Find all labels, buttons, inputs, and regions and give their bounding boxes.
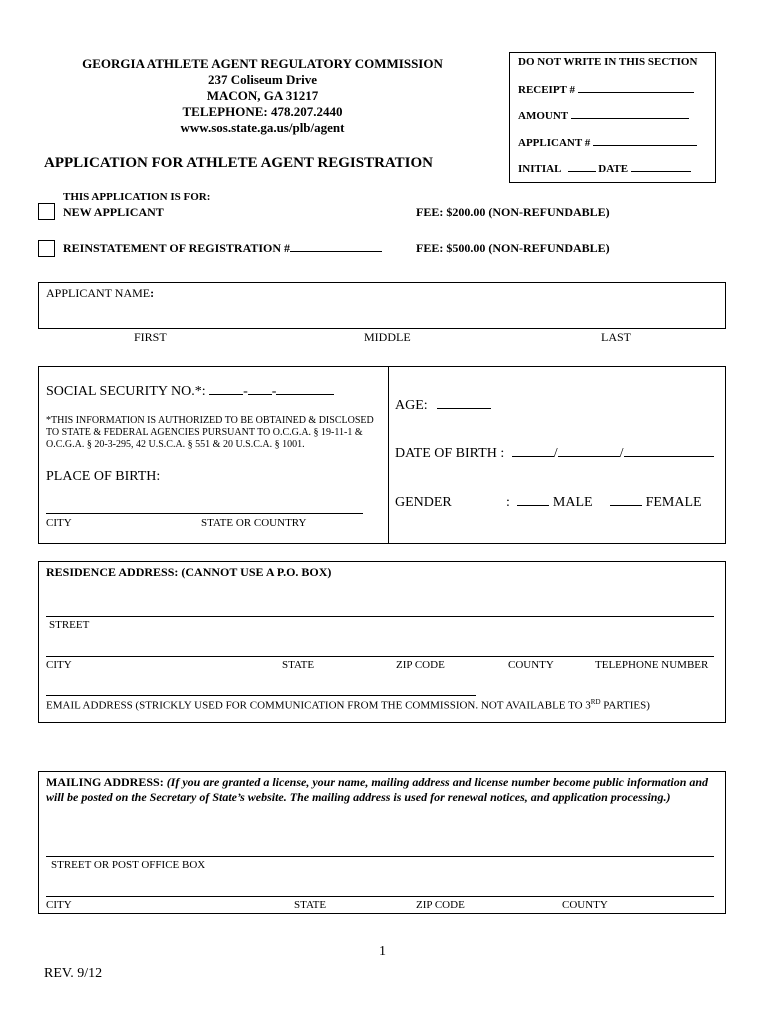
page-number: 1 bbox=[379, 944, 386, 959]
agency-website: www.sos.state.ga.us/plb/agent bbox=[180, 120, 345, 135]
revision-label: REV. 9/12 bbox=[44, 966, 103, 981]
pob-city-caption: CITY bbox=[46, 517, 72, 529]
applicant-name-label: APPLICANT NAME bbox=[46, 286, 151, 300]
residence-phone-caption: TELEPHONE NUMBER bbox=[595, 659, 709, 671]
mailing-street-line[interactable] bbox=[46, 856, 714, 857]
new-applicant-checkbox[interactable] bbox=[38, 203, 55, 220]
initial-date-field[interactable] bbox=[518, 163, 691, 175]
place-of-birth-label: PLACE OF BIRTH: bbox=[46, 469, 161, 484]
residence-zip-caption: ZIP CODE bbox=[396, 659, 445, 671]
applicant-number-field[interactable] bbox=[518, 137, 697, 149]
residence-state-caption: STATE bbox=[282, 659, 315, 671]
place-of-birth-line[interactable] bbox=[46, 513, 363, 514]
agency-street: 237 Coliseum Drive bbox=[207, 72, 318, 87]
pob-state-caption: STATE OR COUNTRY bbox=[201, 517, 307, 529]
agency-telephone: TELEPHONE: 478.207.2440 bbox=[182, 104, 343, 119]
email-caption-sup: RD bbox=[590, 698, 601, 706]
age-label: AGE: bbox=[395, 398, 428, 413]
mailing-title: MAILING ADDRESS: bbox=[46, 775, 164, 789]
dob-field[interactable]: DATE OF BIRTH : / / bbox=[395, 446, 714, 462]
reinstatement-fee: FEE: $500.00 (NON-REFUNDABLE) bbox=[416, 241, 610, 255]
ssn-disclosure-note: *THIS INFORMATION IS AUTHORIZED TO BE OBTAINED & DISCLOSED TO STATE & FEDERAL AGENCIES PURSUANT TO O.C.G.A. § 19-11-1 & O.C.G.A. § 20-3-295, 42 U.S.C.A. § 551 & 20 U.S.C.A. § 1001. bbox=[46, 415, 374, 450]
female-label: FEMALE bbox=[645, 495, 702, 510]
office-use-box bbox=[509, 52, 716, 183]
mailing-city-line[interactable] bbox=[46, 896, 714, 897]
male-label: MALE bbox=[552, 495, 593, 510]
mailing-county-caption: COUNTY bbox=[562, 899, 608, 911]
ssn-label: SOCIAL SECURITY NO.*: bbox=[46, 384, 206, 399]
amount-field[interactable] bbox=[518, 110, 689, 122]
form-title: APPLICATION FOR ATHLETE AGENT REGISTRATION bbox=[44, 155, 433, 171]
reinstatement-field[interactable] bbox=[63, 241, 382, 256]
age-field[interactable] bbox=[395, 398, 491, 414]
personal-info-box bbox=[38, 366, 726, 544]
mailing-note: (If you are granted a license, your name, mailing address and license number become public information and will be posted on the Secretary of State’s website. The mailing address is used for renewal notices, and application processing.) bbox=[46, 775, 709, 804]
mailing-zip-caption: ZIP CODE bbox=[416, 899, 465, 911]
mailing-text bbox=[46, 775, 722, 805]
mailing-street-caption: STREET OR POST OFFICE BOX bbox=[51, 859, 206, 871]
applicant-name-colon: : bbox=[150, 286, 155, 300]
residence-street-line[interactable] bbox=[46, 616, 714, 617]
application-type-heading: THIS APPLICATION IS FOR: bbox=[63, 191, 211, 203]
initial-label: INITIAL bbox=[518, 163, 561, 175]
mailing-state-caption: STATE bbox=[294, 899, 327, 911]
personal-divider bbox=[388, 367, 389, 543]
email-caption bbox=[46, 698, 650, 712]
gender-label: GENDER bbox=[395, 495, 452, 510]
dob-label: DATE OF BIRTH : bbox=[395, 446, 505, 461]
reinstatement-label: REINSTATEMENT OF REGISTRATION # bbox=[63, 241, 291, 255]
ssn-field[interactable]: SOCIAL SECURITY NO.*: - - bbox=[46, 384, 334, 400]
residence-county-caption: COUNTY bbox=[508, 659, 554, 671]
receipt-field[interactable] bbox=[518, 84, 694, 96]
agency-name: GEORGIA ATHLETE AGENT REGULATORY COMMISSION bbox=[82, 56, 443, 71]
applicant-name-box[interactable] bbox=[38, 282, 726, 329]
email-caption-end: PARTIES) bbox=[600, 699, 650, 712]
office-use-title: DO NOT WRITE IN THIS SECTION bbox=[518, 56, 698, 68]
mailing-address-box bbox=[38, 771, 726, 914]
email-caption-main: EMAIL ADDRESS (STRICKLY USED FOR COMMUNICATION FROM THE COMMISSION. NOT AVAILABLE TO 3 bbox=[46, 699, 591, 712]
agency-header bbox=[40, 56, 485, 136]
applicant-name-label-wrap bbox=[46, 286, 154, 301]
new-applicant-fee: FEE: $200.00 (NON-REFUNDABLE) bbox=[416, 205, 610, 219]
amount-label: AMOUNT bbox=[518, 110, 568, 122]
residence-street-caption: STREET bbox=[49, 619, 90, 631]
agency-city: MACON, GA 31217 bbox=[206, 88, 319, 103]
applicant-number-label: APPLICANT # bbox=[518, 137, 591, 149]
residence-city-line[interactable] bbox=[46, 656, 714, 657]
email-line[interactable] bbox=[46, 695, 476, 696]
reinstatement-checkbox[interactable] bbox=[38, 240, 55, 257]
residence-title: RESIDENCE ADDRESS: (CANNOT USE A P.O. BOX) bbox=[46, 565, 332, 579]
gender-options[interactable]: : MALE FEMALE bbox=[506, 495, 702, 510]
new-applicant-label: NEW APPLICANT bbox=[63, 205, 164, 219]
residence-city-caption: CITY bbox=[46, 659, 72, 671]
receipt-label: RECEIPT # bbox=[518, 84, 575, 96]
name-first-caption: FIRST bbox=[134, 330, 167, 344]
name-last-caption: LAST bbox=[601, 330, 631, 344]
name-middle-caption: MIDDLE bbox=[364, 330, 411, 344]
date-label: DATE bbox=[598, 163, 629, 175]
mailing-city-caption: CITY bbox=[46, 899, 72, 911]
residence-address-box bbox=[38, 561, 726, 723]
